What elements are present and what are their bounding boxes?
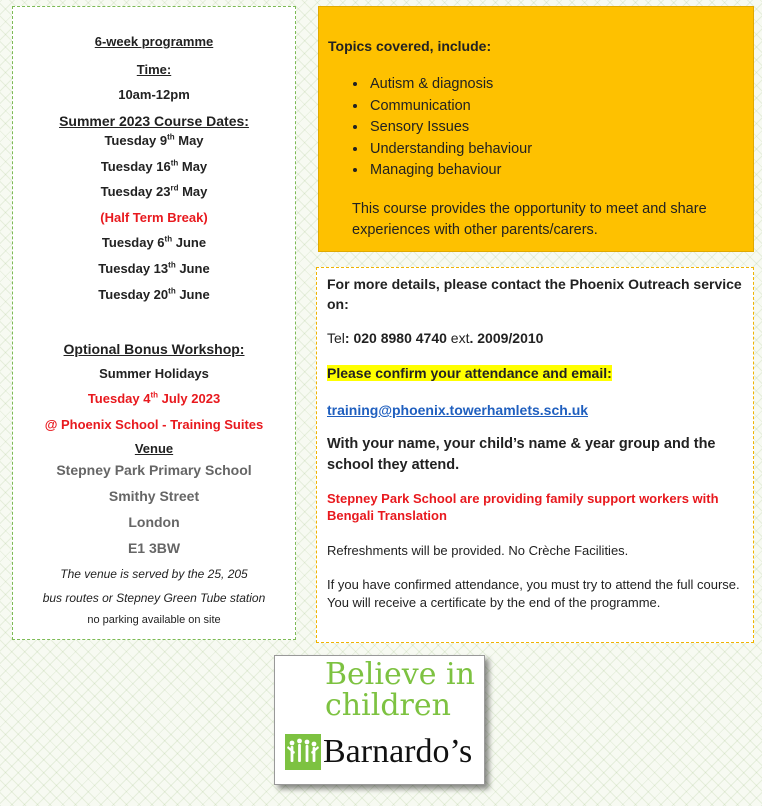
half-term-break: (Half Term Break) (100, 210, 208, 225)
course-date: Tuesday 16th May (100, 158, 208, 174)
topic-item: • Sensory Issues (368, 117, 754, 139)
bonus-date: Tuesday 4th July 2023 (87, 390, 221, 406)
logo-tagline: Believe in children (325, 657, 475, 723)
time-value: 10am-12pm (118, 87, 190, 102)
email-link[interactable]: training@phoenix.towerhamlets.sch.uk (327, 402, 589, 418)
programme-heading: 6-week programme (94, 34, 214, 49)
topics-list (328, 74, 754, 182)
bonus-location: @ Phoenix School - Training Suites (44, 417, 264, 432)
course-date: Tuesday 9th May (104, 132, 204, 148)
logo-brand: Barnardo’s (323, 733, 473, 770)
venue-line: London (128, 514, 180, 530)
telephone-line: Tel: 020 8980 4740 ext. 2009/2010 (327, 330, 544, 346)
confirm-highlight: Please confirm your attendance and email: (327, 365, 612, 381)
parking-note: no parking available on site (87, 614, 221, 626)
email-line (327, 402, 745, 418)
course-date: Tuesday 13th June (98, 260, 210, 276)
course-date: Tuesday 6th June (101, 234, 207, 250)
time-label: Time: (136, 62, 172, 77)
course-date: Tuesday 23rd May (100, 183, 208, 199)
dates-heading: Summer 2023 Course Dates: (59, 113, 249, 129)
contact-intro: For more details, please contact the Phoenix Outreach service on: (327, 276, 742, 312)
topics-paragraph: This course provides the opportunity to meet and share experiences with other parents/carers. (352, 200, 707, 238)
topic-item: • Communication (368, 96, 754, 118)
topic-item: • Managing behaviour (368, 160, 754, 182)
refreshments-note: Refreshments will be provided. No Crèche Facilities. (327, 543, 629, 558)
venue-line: E1 3BW (127, 540, 181, 556)
barnardos-figures-icon (285, 734, 321, 770)
contact-panel (316, 267, 754, 643)
transport-info: bus routes or Stepney Green Tube station (42, 591, 266, 605)
topic-item: • Autism & diagnosis (368, 74, 754, 96)
name-instruction: With your name, your child’s name & year group and the school they attend. (327, 436, 716, 473)
venue-line: Stepney Park Primary School (56, 462, 252, 478)
bonus-heading: Optional Bonus Workshop: (63, 341, 245, 357)
attendance-note: If you have confirmed attendance, you must try to attend the full course. You will receive a certificate by the end of the programme. (327, 577, 740, 610)
summer-holidays: Summer Holidays (99, 366, 209, 381)
topics-title: Topics covered, include: (328, 38, 492, 54)
bengali-support-note: Stepney Park School are providing family support workers with Bengali Translation (327, 491, 719, 523)
topics-panel (318, 6, 754, 252)
barnardos-logo (274, 655, 485, 785)
topic-item: • Understanding behaviour (368, 139, 754, 161)
transport-info: The venue is served by the 25, 205 (60, 567, 248, 581)
confirm-line (327, 365, 745, 381)
course-details-panel (12, 6, 296, 640)
venue-label: Venue (134, 441, 174, 456)
course-date: Tuesday 20th June (98, 286, 210, 302)
venue-line: Smithy Street (108, 488, 200, 504)
